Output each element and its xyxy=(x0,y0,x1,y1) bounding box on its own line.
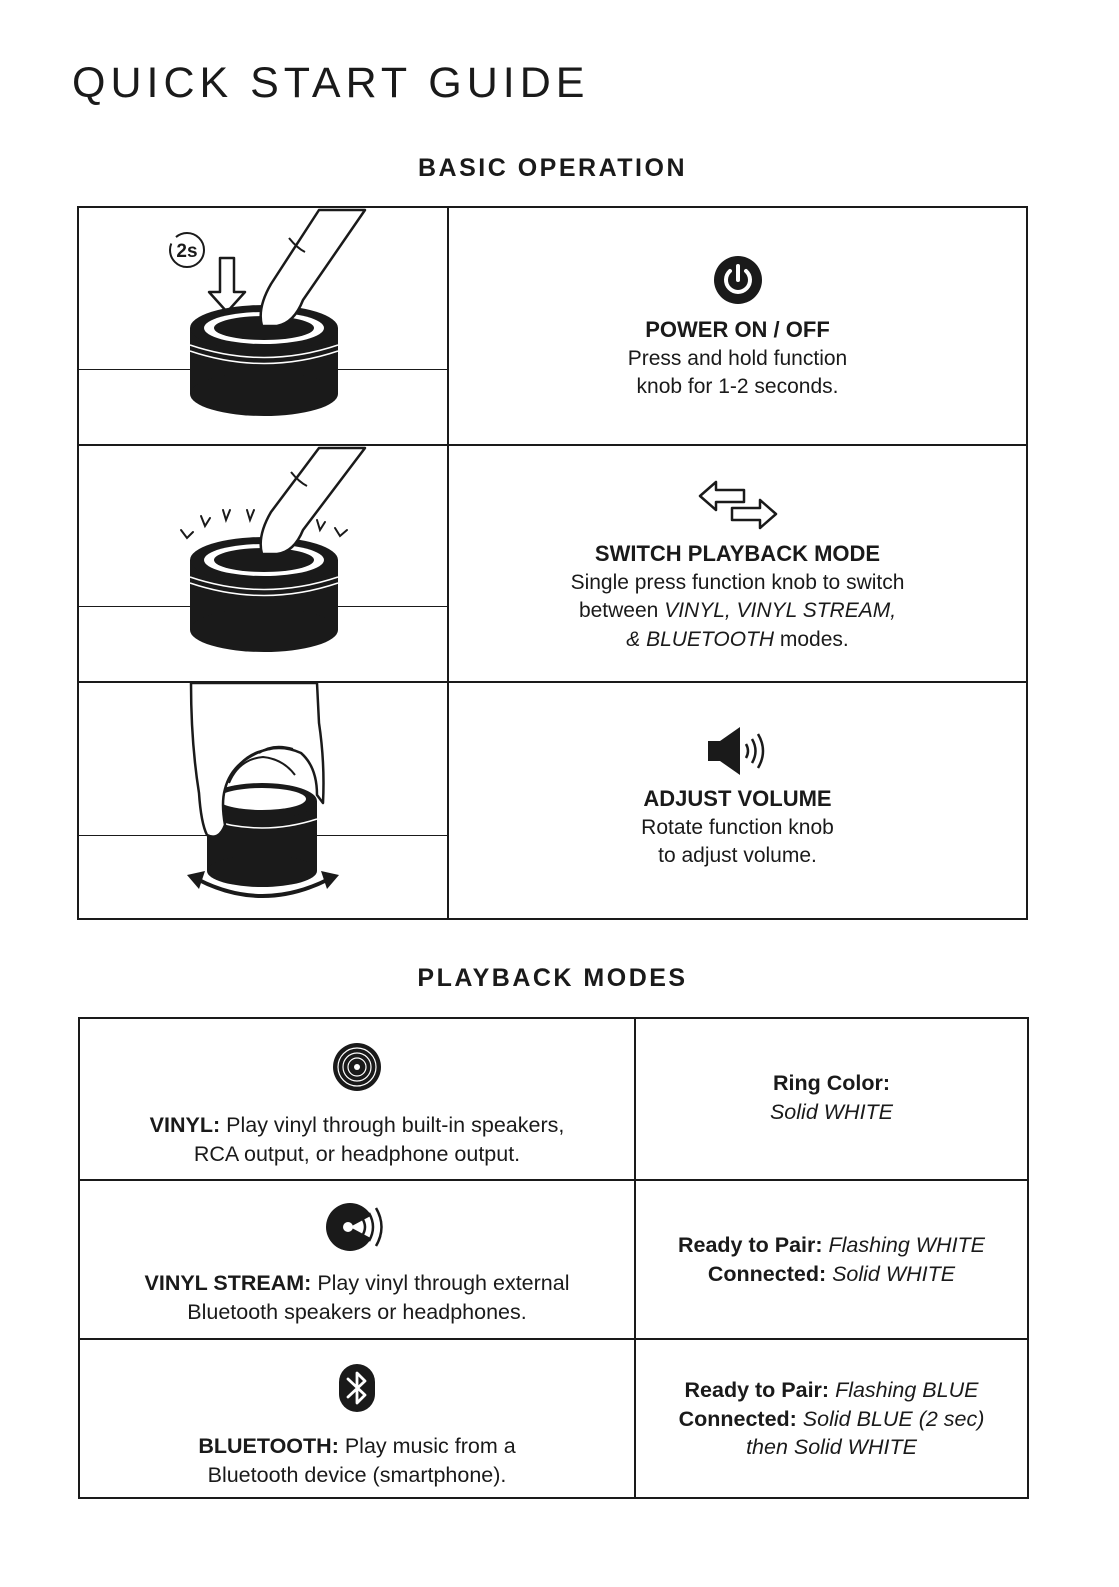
finger xyxy=(261,210,365,326)
volume-illustration xyxy=(79,683,447,918)
basic-operation-table xyxy=(77,206,1028,920)
vinyl-stream-connected: Connected: Solid WHITE xyxy=(707,1261,956,1286)
power-description xyxy=(447,208,1026,446)
playback-modes-table xyxy=(78,1017,1029,1499)
vinyl-row xyxy=(80,1019,1027,1181)
switch-heading: SWITCH PLAYBACK MODE xyxy=(594,541,881,566)
power-desc-line-1: Press and hold function xyxy=(627,346,848,370)
bluetooth-ready: Ready to Pair: Flashing BLUE xyxy=(684,1378,979,1402)
bluetooth-connected: Connected: Solid BLUE (2 sec) xyxy=(678,1406,985,1431)
switch-description xyxy=(447,446,1026,683)
bluetooth-label: BLUETOOTH: xyxy=(198,1434,339,1458)
vinyl-desc-line-2: RCA output, or headphone output. xyxy=(193,1141,521,1166)
hand-rotate-knob-illustration xyxy=(79,683,447,919)
vinyl-ring-cell xyxy=(634,1019,1027,1181)
bluetooth-connected-then: then Solid WHITE xyxy=(746,1435,917,1459)
vinyl-stream-label: VINYL STREAM: xyxy=(144,1271,312,1295)
vinyl-record-icon xyxy=(331,1041,383,1093)
vinyl-stream-ring-cell xyxy=(634,1181,1027,1340)
finger-tap-knob-illustration xyxy=(79,446,447,682)
vinyl-stream-mode-cell xyxy=(80,1181,634,1340)
playback-modes-heading: PLAYBACK MODES xyxy=(417,964,688,992)
finger-press-knob-illustration xyxy=(79,208,447,444)
timer-2s-badge xyxy=(170,233,204,267)
vinyl-desc-line-1: VINYL: Play vinyl through built-in speakers, xyxy=(149,1113,565,1137)
power-heading: POWER ON / OFF xyxy=(645,317,830,342)
volume-desc-line-1: Rotate function knob xyxy=(641,815,834,839)
power-row xyxy=(79,208,1026,446)
bluetooth-desc-line-2: Bluetooth device (smartphone). xyxy=(207,1462,507,1487)
bluetooth-icon xyxy=(337,1362,377,1414)
vinyl-stream-ready: Ready to Pair: Flashing WHITE xyxy=(677,1233,986,1257)
power-icon xyxy=(712,254,764,306)
down-arrow xyxy=(209,258,245,312)
vinyl-stream-desc-line-2: Bluetooth speakers or headphones. xyxy=(187,1299,527,1324)
switch-arrows-icon xyxy=(696,478,780,532)
bluetooth-row xyxy=(80,1338,1027,1497)
svg-text:2s: 2s xyxy=(176,241,198,262)
switch-mode-row xyxy=(79,444,1026,683)
volume-description xyxy=(447,683,1026,918)
volume-heading: ADJUST VOLUME xyxy=(643,786,832,811)
speaker-volume-icon xyxy=(706,725,770,777)
vinyl-stream-icon xyxy=(324,1201,390,1253)
basic-operation-heading: BASIC OPERATION xyxy=(418,154,687,182)
power-illustration xyxy=(79,208,447,446)
volume-desc-line-2: to adjust volume. xyxy=(658,844,817,867)
power-desc-line-2: knob for 1-2 seconds. xyxy=(636,375,839,398)
vinyl-mode-cell xyxy=(80,1019,634,1181)
switch-desc-line-2: between VINYL, VINYL STREAM, xyxy=(578,599,897,622)
ring-color-label: Ring Color: xyxy=(772,1071,891,1095)
switch-desc-line-3: & BLUETOOTH modes. xyxy=(626,627,849,651)
page-title: QUICK START GUIDE xyxy=(72,59,590,107)
vinyl-stream-row xyxy=(80,1179,1027,1340)
vinyl-stream-desc-line-1: VINYL STREAM: Play vinyl through external xyxy=(144,1271,570,1295)
switch-illustration xyxy=(79,446,447,683)
ring-color-value: Solid WHITE xyxy=(769,1099,894,1124)
bluetooth-desc-line-1: BLUETOOTH: Play music from a xyxy=(198,1434,516,1458)
volume-row xyxy=(79,681,1026,918)
bluetooth-ring-cell xyxy=(634,1340,1027,1497)
bluetooth-mode-cell xyxy=(80,1340,634,1497)
finger xyxy=(261,448,365,554)
switch-desc-line-1: Single press function knob to switch xyxy=(570,570,905,594)
vinyl-label: VINYL: xyxy=(149,1113,221,1137)
